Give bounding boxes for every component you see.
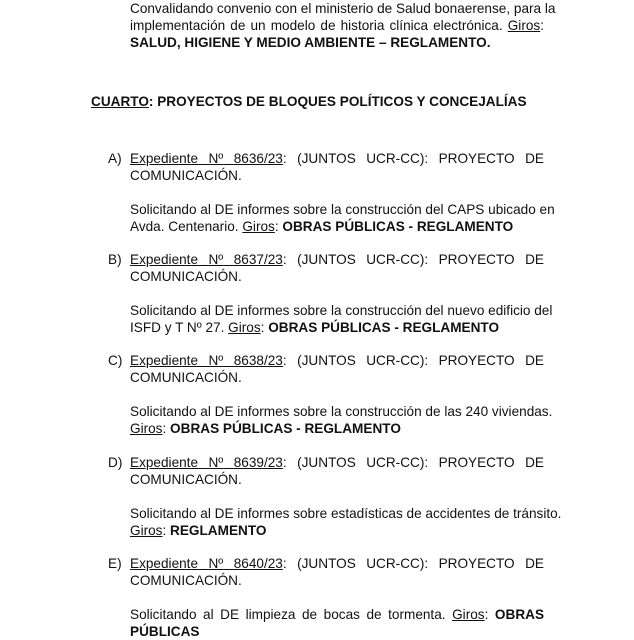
item-b-body-line2 [130,319,544,336]
giros-sep: : [484,607,489,622]
nro-sign: Nº [208,151,224,166]
intro-line-2 [130,17,544,34]
item-d-header [130,454,544,471]
expediente-number: 8636/23 [233,151,283,166]
body-text: Avda. Centenario. [130,219,239,234]
body-text: Solicitando al DE limpieza de bocas de tormenta. [130,607,446,622]
nro-sign: Nº [208,455,224,470]
item-e-giros-value-line2: PÚBLICAS [130,624,200,639]
item-d-body-line2 [130,522,544,539]
item-a-header [130,150,544,167]
spacer [130,386,544,403]
nro-sign: Nº [208,252,224,267]
giros-value: OBRAS PÚBLICAS - REGLAMENTO [170,421,401,436]
item-b-body-line1: Solicitando al DE informes sobre la construcción del nuevo edificio del [130,303,553,318]
body-text: ISFD y T Nº 27. [130,320,225,335]
item-b-header-line2: COMUNICACIÓN. [130,269,242,284]
giros-label: Giros [130,421,163,436]
header-proyecto: PROYECTO [438,353,515,368]
item-d-body-line1: Solicitando al DE informes sobre estadísticas de accidentes de tránsito. [130,506,562,521]
expediente-word: Expediente [130,252,199,267]
giros-sep: : [260,320,265,335]
header-party-1: (JUNTOS [297,252,356,267]
intro-giros-label: Giros [507,18,541,33]
item-e-header [130,555,544,572]
expediente-link[interactable] [130,556,283,571]
item-c [130,352,553,437]
item-b [130,251,553,336]
section-label: CUARTO [91,94,149,109]
intro-line-1: Convalidando convenio con el ministerio de Salud bonaerense, para la [130,1,556,16]
item-d-letter: D) [108,455,123,470]
intro-giros-value: SALUD, HIGIENE Y MEDIO AMBIENTE – REGLAMENTO. [130,35,491,50]
expediente-link[interactable] [130,455,283,470]
item-a [130,150,555,235]
expediente-number: 8638/23 [233,353,283,368]
item-e-body-line1 [130,606,544,623]
header-de: DE [525,455,544,470]
header-party-1: (JUNTOS [297,353,356,368]
item-a-header-line2: COMUNICACIÓN. [130,168,242,183]
item-c-body-line1: Solicitando al DE informes sobre la construcción de las 240 viviendas. [130,404,553,419]
expediente-word: Expediente [130,151,199,166]
giros-label: Giros [452,607,485,622]
header-de: DE [525,353,544,368]
header-colon: : [282,556,287,571]
giros-value: REGLAMENTO [170,523,267,538]
item-c-letter: C) [108,353,123,368]
item-d-header-line2: COMUNICACIÓN. [130,472,242,487]
giros-value: OBRAS [494,607,545,622]
giros-sep: : [162,523,167,538]
giros-sep: : [162,421,167,436]
expediente-link[interactable] [130,151,283,166]
giros-label: Giros [242,219,275,234]
header-party-1: (JUNTOS [297,151,356,166]
header-proyecto: PROYECTO [438,556,515,571]
item-a-body-line1: Solicitando al DE informes sobre la construcción del CAPS ubicado en [130,202,555,217]
header-party-2: UCR-CC): [366,353,429,368]
item-a-body-line2 [130,218,544,235]
intro-line-2-text: implementación de un modelo de historia clínica electrónica. [130,18,503,33]
item-c-body-line2 [130,420,544,437]
header-party-2: UCR-CC): [366,151,429,166]
header-party-2: UCR-CC): [366,455,429,470]
item-c-header [130,352,544,369]
item-a-letter: A) [108,151,122,166]
item-c-header-line2: COMUNICACIÓN. [130,370,242,385]
header-party-1: (JUNTOS [297,556,356,571]
spacer [130,589,544,606]
giros-value: OBRAS PÚBLICAS - REGLAMENTO [268,320,500,335]
header-colon: : [282,151,287,166]
intro-giros-sep: : [540,18,544,33]
header-de: DE [525,556,544,571]
item-e [130,555,544,640]
expediente-number: 8637/23 [233,252,283,267]
expediente-number: 8640/23 [233,556,283,571]
spacer [130,184,544,201]
header-de: DE [525,252,544,267]
spacer [130,285,544,302]
expediente-word: Expediente [130,556,199,571]
item-d [130,454,562,539]
nro-sign: Nº [208,353,224,368]
header-de: DE [525,151,544,166]
expediente-word: Expediente [130,353,199,368]
nro-sign: Nº [208,556,224,571]
giros-label: Giros [228,320,261,335]
item-b-letter: B) [108,252,122,267]
spacer [130,488,544,505]
expediente-word: Expediente [130,455,199,470]
intro-paragraph [130,0,556,51]
header-proyecto: PROYECTO [438,252,515,267]
item-e-letter: E) [108,556,122,571]
header-colon: : [282,252,287,267]
item-b-header [130,251,544,268]
giros-value: OBRAS PÚBLICAS - REGLAMENTO [282,219,514,234]
header-party-2: UCR-CC): [366,252,429,267]
header-colon: : [282,353,287,368]
header-party-2: UCR-CC): [366,556,429,571]
expediente-link[interactable] [130,252,283,267]
header-proyecto: PROYECTO [438,151,515,166]
item-e-header-line2: COMUNICACIÓN. [130,573,242,588]
section-title: : PROYECTOS DE BLOQUES POLÍTICOS Y CONCEJALÍAS [148,94,527,109]
giros-sep: : [274,219,279,234]
expediente-number: 8639/23 [233,455,283,470]
header-colon: : [282,455,287,470]
header-proyecto: PROYECTO [438,455,515,470]
section-heading [91,93,527,110]
giros-label: Giros [130,523,163,538]
header-party-1: (JUNTOS [297,455,356,470]
expediente-link[interactable] [130,353,283,368]
